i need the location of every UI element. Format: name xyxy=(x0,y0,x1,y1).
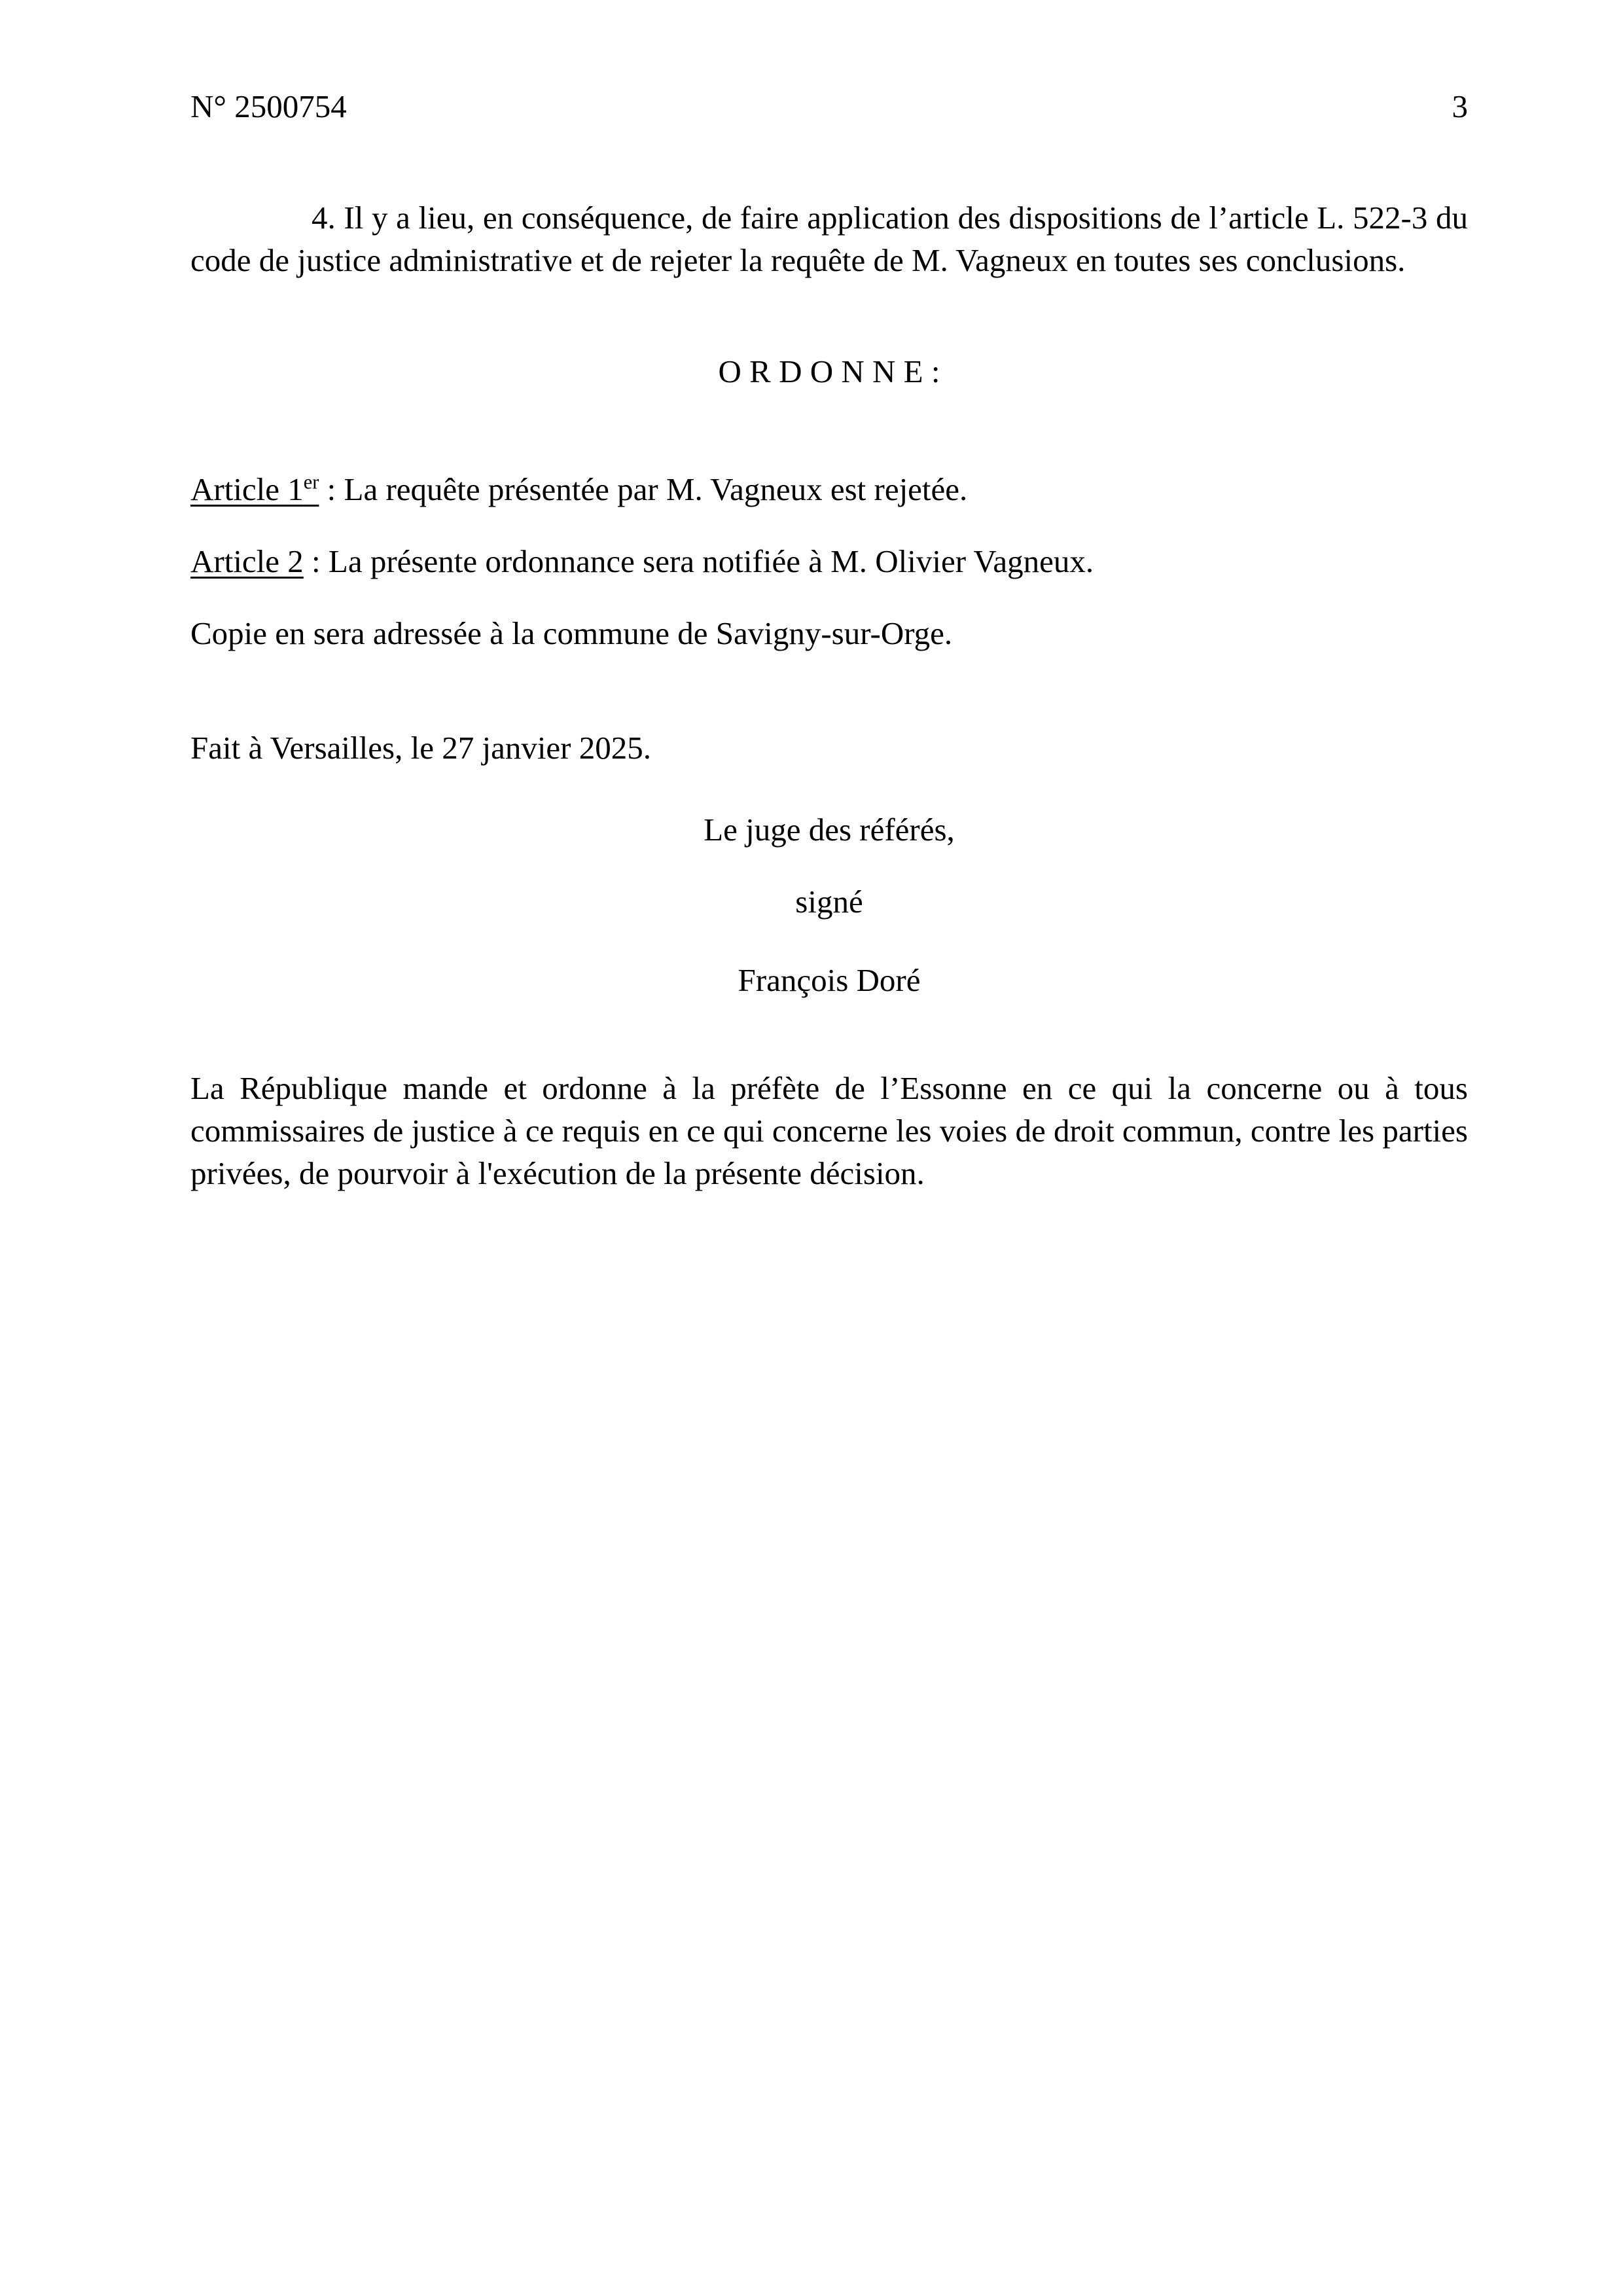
paragraph-4: 4. Il y a lieu, en conséquence, de faire application des dispositions de l’article L. 522-3 du code de justice administrative et de rejeter la requête de M. Vagneux en toutes ses conclusions. xyxy=(190,200,1468,278)
page-number: 3 xyxy=(1452,88,1468,124)
judge-name: François Doré xyxy=(738,962,921,998)
execution-formula: La République mande et ordonne à la préfète de l’Essonne en ce qui la concerne ou à tous commissaires de justice à ce requis en ce qui concerne les voies de droit commun, contre les parties privées, de pourvoir à l'exécution de la présente décision. xyxy=(190,1070,1468,1191)
place-date-line: Fait à Versailles, le 27 janvier 2025. xyxy=(190,730,651,766)
article-2-line xyxy=(190,540,1468,583)
signed-label: signé xyxy=(795,884,863,920)
article-1-text: : La requête présentée par M. Vagneux est rejetée. xyxy=(319,471,968,507)
article-2-label: Article 2 xyxy=(190,543,304,579)
copy-line: Copie en sera adressée à la commune de Savigny-sur-Orge. xyxy=(190,615,953,651)
article-2-text: : La présente ordonnance sera notifiée à M. Olivier Vagneux. xyxy=(303,543,1094,579)
ordonne-heading: O R D O N N E : xyxy=(718,353,940,389)
judge-title: Le juge des référés, xyxy=(704,812,955,848)
article-1-line xyxy=(190,468,1468,511)
article-1-label-text: Article 1 xyxy=(190,471,304,507)
page-header xyxy=(190,85,1468,128)
article-1-ordinal-superscript: er xyxy=(303,471,319,493)
case-number: N° 2500754 xyxy=(190,88,347,124)
article-1-label xyxy=(190,471,319,507)
